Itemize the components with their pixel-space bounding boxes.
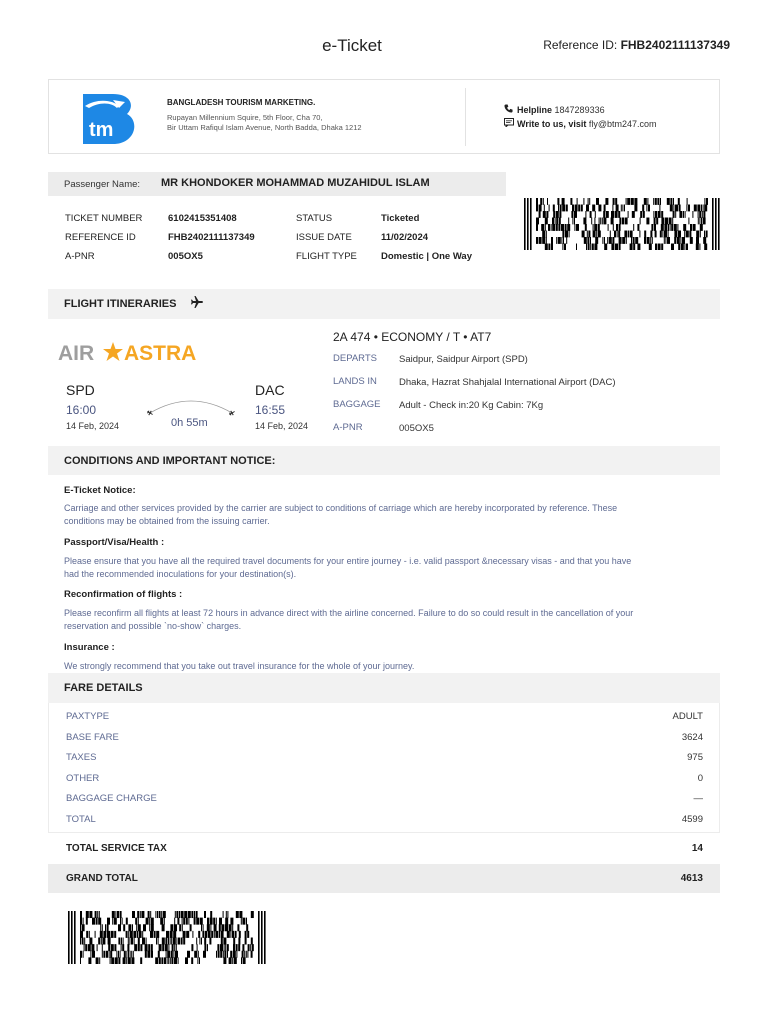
itinerary-section-title: FLIGHT ITINERARIES xyxy=(64,298,177,310)
eticket-notice-line-2: conditions may be obtained from the issuing carrier. xyxy=(64,516,270,526)
passenger-name: MR KHONDOKER MOHAMMAD MUZAHIDUL ISLAM xyxy=(161,177,430,189)
fare-row-value: 3624 xyxy=(681,732,703,743)
baggage-label: BAGGAGE xyxy=(333,399,381,410)
insurance-heading: Insurance : xyxy=(64,642,115,653)
passport-line-1: Please ensure that you have all the required travel documents for your entire journey - i.e. valid passport &necessary visas - and that you have xyxy=(64,556,632,566)
agency-contact xyxy=(504,103,657,131)
to-code: DAC xyxy=(255,382,285,398)
status-value: Ticketed xyxy=(381,213,420,224)
flight-title: 2A 474 • ECONOMY / T • AT7 xyxy=(333,330,492,344)
email-link[interactable]: fly@btm247.com xyxy=(588,119,657,129)
fare-row-value: ADULT xyxy=(672,711,703,722)
status-label: STATUS xyxy=(296,213,333,224)
agency-name: BANGLADESH TOURISM MARKETING. xyxy=(167,98,316,107)
passport-body xyxy=(64,555,704,581)
fare-row-value: 4599 xyxy=(681,814,703,825)
reference-id-value: FHB2402111137349 xyxy=(620,38,730,52)
fare-row-label: BASE FARE xyxy=(66,732,119,743)
departs-label: DEPARTS xyxy=(333,353,377,364)
reference-id xyxy=(543,38,730,52)
agency-address-line-1: Rupayan Millennium Squire, 5th Floor, Cha 70, xyxy=(167,113,323,122)
from-time: 16:00 xyxy=(66,403,97,417)
ticket-number: 6102415351408 xyxy=(168,213,237,224)
phone-icon xyxy=(504,103,514,117)
issue-date-label: ISSUE DATE xyxy=(296,232,352,243)
eticket-notice-line-1: Carriage and other services provided by the carrier are subject to conditions of carriage which are hereby incorporated by reference. These xyxy=(64,503,618,513)
lands-label: LANDS IN xyxy=(333,376,377,387)
passport-heading: Passport/Visa/Health : xyxy=(64,537,165,548)
total-service-tax-row xyxy=(48,834,720,863)
fare-row-value: 0 xyxy=(697,773,703,784)
helpline-label: Helpline xyxy=(517,105,553,115)
mail-icon xyxy=(504,117,514,131)
passenger-label: Passenger Name: xyxy=(64,179,141,190)
flight-type-value: Domestic | One Way xyxy=(381,251,472,262)
lands-value: Dhaka, Hazrat Shahjalal International Airport (DAC) xyxy=(399,377,616,388)
fare-section-title: FARE DETAILS xyxy=(64,682,143,694)
conditions-section-title: CONDITIONS AND IMPORTANT NOTICE: xyxy=(64,455,276,467)
barcode-bottom xyxy=(68,911,266,964)
fare-row-label: BAGGAGE CHARGE xyxy=(66,793,157,804)
grand-total-value: 4613 xyxy=(680,873,703,884)
agency-card xyxy=(48,79,720,154)
airline-logo-air: AIR xyxy=(58,342,95,365)
insurance-body: We strongly recommend that you take out travel insurance for the whole of your journey. xyxy=(64,661,415,671)
airplane-icon xyxy=(190,295,204,312)
flight-apnr-value: 005OX5 xyxy=(399,423,434,434)
flight-apnr-label: A-PNR xyxy=(333,422,363,433)
from-code: SPD xyxy=(66,382,95,398)
depart-plane-icon xyxy=(146,409,154,416)
fare-row-value: — xyxy=(693,793,703,804)
grand-total-label: GRAND TOTAL xyxy=(66,873,138,884)
issue-date-value: 11/02/2024 xyxy=(381,232,429,243)
reference-id-row-value: FHB2402111137349 xyxy=(168,232,255,243)
to-date: 14 Feb, 2024 xyxy=(255,421,309,431)
eticket-notice-body xyxy=(64,502,704,528)
fare-row-label: PAXTYPE xyxy=(66,711,110,722)
reconfirmation-line-1: Please reconfirm all flights at least 72 hours in advance direct with the airline concerned. Failure to do so could result in the cancellation of your xyxy=(64,608,634,618)
divider xyxy=(465,88,466,146)
apnr-label: A-PNR xyxy=(65,251,95,262)
eticket-notice-heading: E-Ticket Notice: xyxy=(64,485,136,496)
write-label: Write to us, visit xyxy=(517,119,587,129)
reconfirmation-heading: Reconfirmation of flights : xyxy=(64,589,183,600)
departs-value: Saidpur, Saidpur Airport (SPD) xyxy=(399,354,528,365)
barcode-top xyxy=(524,198,720,250)
from-date: 14 Feb, 2024 xyxy=(66,421,120,431)
agency-address-line-2: Bir Uttam Rafiqul Islam Avenue, North Badda, Dhaka 1212 xyxy=(167,123,362,132)
itinerary-section-bar xyxy=(48,289,720,319)
agency-address xyxy=(167,113,362,133)
fare-row-label: TAXES xyxy=(66,752,97,763)
passenger-bar xyxy=(48,172,506,196)
passport-line-2: had the recommended inoculations for your destination(s). xyxy=(64,569,297,579)
flight-arc xyxy=(150,401,232,413)
to-time: 16:55 xyxy=(255,403,286,417)
fare-row-label: OTHER xyxy=(66,773,100,784)
fare-row-label: TOTAL xyxy=(66,814,96,825)
agency-logo-text: tm xyxy=(89,119,114,141)
apnr-value: 005OX5 xyxy=(168,251,203,262)
conditions-section-bar xyxy=(48,446,720,475)
grand-total-row xyxy=(48,864,720,893)
helpline-number[interactable]: 1847289336 xyxy=(554,105,605,115)
flight-type-label: FLIGHT TYPE xyxy=(296,251,357,262)
airline-logo-astra: ASTRA xyxy=(124,342,197,365)
ticket-number-label: TICKET NUMBER xyxy=(65,213,143,224)
agency-logo xyxy=(73,92,143,146)
airline-logo xyxy=(58,339,198,365)
helpline xyxy=(504,103,657,117)
fare-row-value: 975 xyxy=(687,752,703,763)
total-service-tax-value: 14 xyxy=(691,843,703,854)
page-title: e-Ticket xyxy=(322,36,382,55)
flight-duration: 0h 55m xyxy=(171,417,208,429)
airline-logo-star xyxy=(103,342,123,361)
baggage-value: Adult - Check in:20 Kg Cabin: 7Kg xyxy=(399,400,544,411)
reconfirmation-line-2: reservation and possible `no-show` charges. xyxy=(64,621,242,631)
reconfirmation-body xyxy=(64,607,704,633)
fare-section-bar xyxy=(48,673,720,703)
write-to-us xyxy=(504,117,657,131)
arrive-plane-icon xyxy=(228,409,236,416)
total-service-tax-label: TOTAL SERVICE TAX xyxy=(66,843,167,854)
fare-table xyxy=(48,703,720,833)
reference-id-row-label: REFERENCE ID xyxy=(65,232,136,243)
reference-id-label: Reference ID: xyxy=(543,38,621,52)
